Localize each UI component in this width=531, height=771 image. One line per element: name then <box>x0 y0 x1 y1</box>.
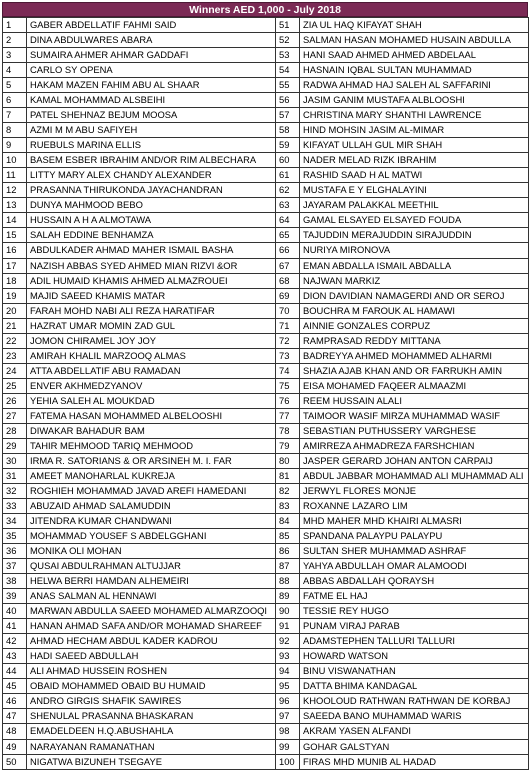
table-row <box>3 243 529 258</box>
winner-number: 11 <box>3 168 27 183</box>
winner-name: HELWA BERRI HAMDAN ALHEMEIRI <box>27 574 276 589</box>
winner-name: PATEL SHEHNAZ BEJUM MOOSA <box>27 108 276 123</box>
winner-number: 6 <box>3 93 27 108</box>
table-row <box>3 453 529 468</box>
table-row <box>3 423 529 438</box>
winner-number: 29 <box>3 438 27 453</box>
winner-name: MAJID SAEED KHAMIS MATAR <box>27 288 276 303</box>
winner-number: 63 <box>276 198 300 213</box>
table-row <box>3 739 529 754</box>
winner-number: 37 <box>3 559 27 574</box>
winner-number: 46 <box>3 694 27 709</box>
winner-number: 55 <box>276 78 300 93</box>
winner-number: 7 <box>3 108 27 123</box>
table-row <box>3 408 529 423</box>
table-row <box>3 754 529 769</box>
table-row <box>3 273 529 288</box>
winner-number: 39 <box>3 589 27 604</box>
winner-name: SALMAN HASAN MOHAMED HUSAIN ABDULLA <box>300 33 529 48</box>
table-row <box>3 183 529 198</box>
winner-name: SUMAIRA AHMER AHMAR GADDAFI <box>27 48 276 63</box>
winner-name: RADWA AHMAD HAJ SALEH AL SAFFARINI <box>300 78 529 93</box>
winner-number: 31 <box>3 468 27 483</box>
winner-number: 17 <box>3 258 27 273</box>
winner-number: 38 <box>3 574 27 589</box>
table-row <box>3 619 529 634</box>
table-title: Winners AED 1,000 - July 2018 <box>2 2 528 17</box>
winner-number: 45 <box>3 679 27 694</box>
winner-number: 94 <box>276 664 300 679</box>
winner-name: FATME EL HAJ <box>300 589 529 604</box>
winner-name: AZMI M M ABU SAFIYEH <box>27 123 276 138</box>
winner-number: 33 <box>3 499 27 514</box>
winner-name: JERWYL FLORES MONJE <box>300 483 529 498</box>
winner-number: 4 <box>3 63 27 78</box>
winner-name: SAEEDA BANO MUHAMMAD WARIS <box>300 709 529 724</box>
winner-number: 1 <box>3 18 27 33</box>
table-row <box>3 483 529 498</box>
winner-number: 48 <box>3 724 27 739</box>
winner-name: EISA MOHAMED FAQEER ALMAAZMI <box>300 378 529 393</box>
winner-number: 25 <box>3 378 27 393</box>
winner-name: ABUZAID AHMAD SALAMUDDIN <box>27 499 276 514</box>
table-row <box>3 438 529 453</box>
table-row <box>3 228 529 243</box>
winner-number: 35 <box>3 529 27 544</box>
winner-name: YAHYA ABDULLAH OMAR ALAMOODI <box>300 559 529 574</box>
winner-number: 43 <box>3 649 27 664</box>
winner-name: ADIL HUMAID KHAMIS AHMED ALMAZROUEI <box>27 273 276 288</box>
table-row <box>3 634 529 649</box>
table-row <box>3 499 529 514</box>
winner-number: 96 <box>276 694 300 709</box>
winner-number: 44 <box>3 664 27 679</box>
winner-number: 69 <box>276 288 300 303</box>
table-row <box>3 18 529 33</box>
winner-name: HANAN AHMAD SAFA AND/OR MOHAMAD SHAREEF <box>27 619 276 634</box>
winner-name: ALI AHMAD HUSSEIN ROSHEN <box>27 664 276 679</box>
winner-name: JASPER GERARD JOHAN ANTON CARPAIJ <box>300 453 529 468</box>
winner-number: 8 <box>3 123 27 138</box>
winner-number: 91 <box>276 619 300 634</box>
winner-name: BADREYYA AHMED MOHAMMED ALHARMI <box>300 348 529 363</box>
winner-name: HAKAM MAZEN FAHIM ABU AL SHAAR <box>27 78 276 93</box>
table-row <box>3 679 529 694</box>
winner-number: 68 <box>276 273 300 288</box>
winners-table-body <box>3 18 529 770</box>
table-row <box>3 559 529 574</box>
table-row <box>3 33 529 48</box>
winner-name: BOUCHRA M FAROUK AL HAMAWI <box>300 303 529 318</box>
winner-name: JOMON CHIRAMEL JOY JOY <box>27 333 276 348</box>
winner-name: NAZISH ABBAS SYED AHMED MIAN RIZVI &OR <box>27 258 276 273</box>
winner-name: KHOOLOUD RATHWAN RATHWAN DE KORBAJ <box>300 694 529 709</box>
winner-name: RAMPRASAD REDDY MITTANA <box>300 333 529 348</box>
winner-name: DIWAKAR BAHADUR BAM <box>27 423 276 438</box>
winner-number: 32 <box>3 483 27 498</box>
winner-name: NIGATWA BIZUNEH TSEGAYE <box>27 754 276 769</box>
winner-name: KAMAL MOHAMMAD ALSBEIHI <box>27 93 276 108</box>
table-row <box>3 108 529 123</box>
winner-number: 24 <box>3 363 27 378</box>
winner-name: IRMA R. SATORIANS & OR ARSINEH M. I. FAR <box>27 453 276 468</box>
winner-number: 71 <box>276 318 300 333</box>
winner-name: CHRISTINA MARY SHANTHI LAWRENCE <box>300 108 529 123</box>
winner-name: ANAS SALMAN AL HENNAWI <box>27 589 276 604</box>
winner-number: 93 <box>276 649 300 664</box>
winner-name: DATTA BHIMA KANDAGAL <box>300 679 529 694</box>
winner-number: 9 <box>3 138 27 153</box>
winner-name: CARLO SY OPENA <box>27 63 276 78</box>
winner-name: RUEBULS MARINA ELLIS <box>27 138 276 153</box>
winner-name: TAHIR MEHMOOD TARIQ MEHMOOD <box>27 438 276 453</box>
winner-name: SULTAN SHER MUHAMMAD ASHRAF <box>300 544 529 559</box>
winner-number: 28 <box>3 423 27 438</box>
winner-name: AKRAM YASEN ALFANDI <box>300 724 529 739</box>
winner-number: 98 <box>276 724 300 739</box>
winner-number: 72 <box>276 333 300 348</box>
winner-name: ATTA ABDELLATIF ABU RAMADAN <box>27 363 276 378</box>
winner-name: GAMAL ELSAYED ELSAYED FOUDA <box>300 213 529 228</box>
table-row <box>3 318 529 333</box>
winner-number: 51 <box>276 18 300 33</box>
table-row <box>3 649 529 664</box>
table-row <box>3 393 529 408</box>
winner-number: 41 <box>3 619 27 634</box>
table-row <box>3 363 529 378</box>
winner-name: ABBAS ABDALLAH QORAYSH <box>300 574 529 589</box>
winner-name: ROGHIEH MOHAMMAD JAVAD AREFI HAMEDANI <box>27 483 276 498</box>
winner-name: OBAID MOHAMMED OBAID BU HUMAID <box>27 679 276 694</box>
winner-name: LITTY MARY ALEX CHANDY ALEXANDER <box>27 168 276 183</box>
table-row <box>3 213 529 228</box>
winner-number: 42 <box>3 634 27 649</box>
winner-name: JASIM GANIM MUSTAFA ALBLOOSHI <box>300 93 529 108</box>
winner-number: 58 <box>276 123 300 138</box>
winner-number: 20 <box>3 303 27 318</box>
winner-number: 16 <box>3 243 27 258</box>
winner-number: 15 <box>3 228 27 243</box>
winner-name: NARAYANAN RAMANATHAN <box>27 739 276 754</box>
winner-name: YEHIA SALEH AL MOUKDAD <box>27 393 276 408</box>
winner-name: SHENULAL PRASANNA BHASKARAN <box>27 709 276 724</box>
table-row <box>3 724 529 739</box>
winner-number: 21 <box>3 318 27 333</box>
winner-number: 36 <box>3 544 27 559</box>
winner-name: NAJWAN MARKIZ <box>300 273 529 288</box>
table-row <box>3 198 529 213</box>
winner-number: 64 <box>276 213 300 228</box>
winner-name: DUNYA MAHMOOD BEBO <box>27 198 276 213</box>
table-row <box>3 589 529 604</box>
winner-name: KIFAYAT ULLAH GUL MIR SHAH <box>300 138 529 153</box>
winner-name: ABDUL JABBAR MOHAMMAD ALI MUHAMMAD ALI <box>300 468 529 483</box>
winner-number: 12 <box>3 183 27 198</box>
table-row <box>3 93 529 108</box>
winner-name: AHMAD HECHAM ABDUL KADER KADROU <box>27 634 276 649</box>
winner-number: 75 <box>276 378 300 393</box>
winner-number: 83 <box>276 499 300 514</box>
winner-name: HAZRAT UMAR MOMIN ZAD GUL <box>27 318 276 333</box>
winner-name: AINNIE GONZALES CORPUZ <box>300 318 529 333</box>
winner-number: 79 <box>276 438 300 453</box>
winner-number: 88 <box>276 574 300 589</box>
winner-number: 57 <box>276 108 300 123</box>
winner-number: 5 <box>3 78 27 93</box>
winner-name: HIND MOHSIN JASIM AL-MIMAR <box>300 123 529 138</box>
winner-number: 74 <box>276 363 300 378</box>
winner-name: TAJUDDIN MERAJUDDIN SIRAJUDDIN <box>300 228 529 243</box>
winner-name: FARAH MOHD NABI ALI REZA HARATIFAR <box>27 303 276 318</box>
winner-number: 77 <box>276 408 300 423</box>
table-row <box>3 168 529 183</box>
winner-number: 26 <box>3 393 27 408</box>
winner-number: 18 <box>3 273 27 288</box>
winner-number: 22 <box>3 333 27 348</box>
winner-name: EMADELDEEN H.Q.ABUSHAHLA <box>27 724 276 739</box>
winner-name: ZIA UL HAQ KIFAYAT SHAH <box>300 18 529 33</box>
winner-name: FATEMA HASAN MOHAMMED ALBELOOSHI <box>27 408 276 423</box>
winner-name: HADI SAEED ABDULLAH <box>27 649 276 664</box>
table-row <box>3 258 529 273</box>
winner-number: 52 <box>276 33 300 48</box>
table-row <box>3 694 529 709</box>
table-row <box>3 63 529 78</box>
table-row <box>3 709 529 724</box>
winner-number: 92 <box>276 634 300 649</box>
winner-number: 73 <box>276 348 300 363</box>
winner-number: 90 <box>276 604 300 619</box>
winner-name: HANI SAAD AHMED AHMED ABDELAAL <box>300 48 529 63</box>
winner-number: 76 <box>276 393 300 408</box>
winner-number: 65 <box>276 228 300 243</box>
winner-name: AMIRAH KHALIL MARZOOQ ALMAS <box>27 348 276 363</box>
winner-number: 78 <box>276 423 300 438</box>
winner-name: NURIYA MIRONOVA <box>300 243 529 258</box>
winner-name: HUSSAIN A H A ALMOTAWA <box>27 213 276 228</box>
winner-name: MOHAMMAD YOUSEF S ABDELGGHANI <box>27 529 276 544</box>
winner-number: 2 <box>3 33 27 48</box>
winner-name: DINA ABDULWARES ABARA <box>27 33 276 48</box>
winner-number: 19 <box>3 288 27 303</box>
winner-number: 23 <box>3 348 27 363</box>
winner-number: 95 <box>276 679 300 694</box>
table-row <box>3 48 529 63</box>
table-row <box>3 378 529 393</box>
winner-name: MONIKA OLI MOHAN <box>27 544 276 559</box>
winner-name: AMEET MANOHARLAL KUKREJA <box>27 468 276 483</box>
winner-number: 89 <box>276 589 300 604</box>
winner-name: REEM HUSSAIN ALALI <box>300 393 529 408</box>
winner-name: RASHID SAAD H AL MATWI <box>300 168 529 183</box>
winner-number: 66 <box>276 243 300 258</box>
table-row <box>3 303 529 318</box>
table-row <box>3 78 529 93</box>
winner-name: SPANDANA PALAYPU PALAYPU <box>300 529 529 544</box>
table-row <box>3 123 529 138</box>
winner-number: 85 <box>276 529 300 544</box>
table-row <box>3 333 529 348</box>
winner-number: 82 <box>276 483 300 498</box>
winner-number: 61 <box>276 168 300 183</box>
winner-number: 3 <box>3 48 27 63</box>
winner-number: 81 <box>276 468 300 483</box>
winner-name: BINU VISWANATHAN <box>300 664 529 679</box>
table-row <box>3 574 529 589</box>
winner-number: 34 <box>3 514 27 529</box>
winner-name: HOWARD WATSON <box>300 649 529 664</box>
winner-name: QUSAI ABDULRAHMAN ALTUJJAR <box>27 559 276 574</box>
winner-number: 67 <box>276 258 300 273</box>
winner-name: GOHAR GALSTYAN <box>300 739 529 754</box>
winner-number: 53 <box>276 48 300 63</box>
table-row <box>3 348 529 363</box>
winner-number: 10 <box>3 153 27 168</box>
table-row <box>3 153 529 168</box>
winner-name: FIRAS MHD MUNIB AL HADAD <box>300 754 529 769</box>
winner-number: 99 <box>276 739 300 754</box>
table-row <box>3 604 529 619</box>
winner-name: EMAN ABDALLA ISMAIL ABDALLA <box>300 258 529 273</box>
table-row <box>3 664 529 679</box>
winner-number: 80 <box>276 453 300 468</box>
winner-number: 87 <box>276 559 300 574</box>
winner-name: HASNAIN IQBAL SULTAN MUHAMMAD <box>300 63 529 78</box>
winner-number: 86 <box>276 544 300 559</box>
table-row <box>3 529 529 544</box>
winner-name: JAYARAM PALAKKAL MEETHIL <box>300 198 529 213</box>
winner-name: PUNAM VIRAJ PARAB <box>300 619 529 634</box>
winner-name: ENVER AKHMEDZYANOV <box>27 378 276 393</box>
winner-number: 56 <box>276 93 300 108</box>
winner-name: MHD MAHER MHD KHAIRI ALMASRI <box>300 514 529 529</box>
winner-name: ROXANNE LAZARO LIM <box>300 499 529 514</box>
winner-name: DION DAVIDIAN NAMAGERDI AND OR SEROJ <box>300 288 529 303</box>
winner-name: NADER MELAD RIZK IBRAHIM <box>300 153 529 168</box>
winner-number: 62 <box>276 183 300 198</box>
winner-number: 49 <box>3 739 27 754</box>
winner-name: ANDRO GIRGIS SHAFIK SAWIRES <box>27 694 276 709</box>
winner-number: 59 <box>276 138 300 153</box>
winner-number: 100 <box>276 754 300 769</box>
table-row <box>3 544 529 559</box>
winner-number: 27 <box>3 408 27 423</box>
winner-name: AMIRREZA AHMADREZA FARSHCHIAN <box>300 438 529 453</box>
winner-name: PRASANNA THIRUKONDA JAYACHANDRAN <box>27 183 276 198</box>
winner-number: 54 <box>276 63 300 78</box>
table-row <box>3 138 529 153</box>
table-row <box>3 514 529 529</box>
winner-name: ADAMSTEPHEN TALLURI TALLURI <box>300 634 529 649</box>
winner-name: ABDULKADER AHMAD MAHER ISMAIL BASHA <box>27 243 276 258</box>
winner-name: TAIMOOR WASIF MIRZA MUHAMMAD WASIF <box>300 408 529 423</box>
table-row <box>3 288 529 303</box>
winner-name: TESSIE REY HUGO <box>300 604 529 619</box>
winner-name: BASEM ESBER IBRAHIM AND/OR RIM ALBECHARA <box>27 153 276 168</box>
winner-name: SALAH EDDINE BENHAMZA <box>27 228 276 243</box>
winner-number: 70 <box>276 303 300 318</box>
winner-number: 84 <box>276 514 300 529</box>
winner-name: SHAZIA AJAB KHAN AND OR FARRUKH AMIN <box>300 363 529 378</box>
winner-name: MUSTAFA E Y ELGHALAYINI <box>300 183 529 198</box>
winner-number: 97 <box>276 709 300 724</box>
winner-number: 47 <box>3 709 27 724</box>
winners-table <box>2 17 529 770</box>
winner-number: 50 <box>3 754 27 769</box>
winner-number: 40 <box>3 604 27 619</box>
winner-number: 13 <box>3 198 27 213</box>
winner-number: 60 <box>276 153 300 168</box>
winner-name: MARWAN ABDULLA SAEED MOHAMED ALMARZOOQI <box>27 604 276 619</box>
table-row <box>3 468 529 483</box>
winner-number: 14 <box>3 213 27 228</box>
winner-number: 30 <box>3 453 27 468</box>
winner-name: GABER ABDELLATIF FAHMI SAID <box>27 18 276 33</box>
winner-name: SEBASTIAN PUTHUSSERY VARGHESE <box>300 423 529 438</box>
winner-name: JITENDRA KUMAR CHANDWANI <box>27 514 276 529</box>
